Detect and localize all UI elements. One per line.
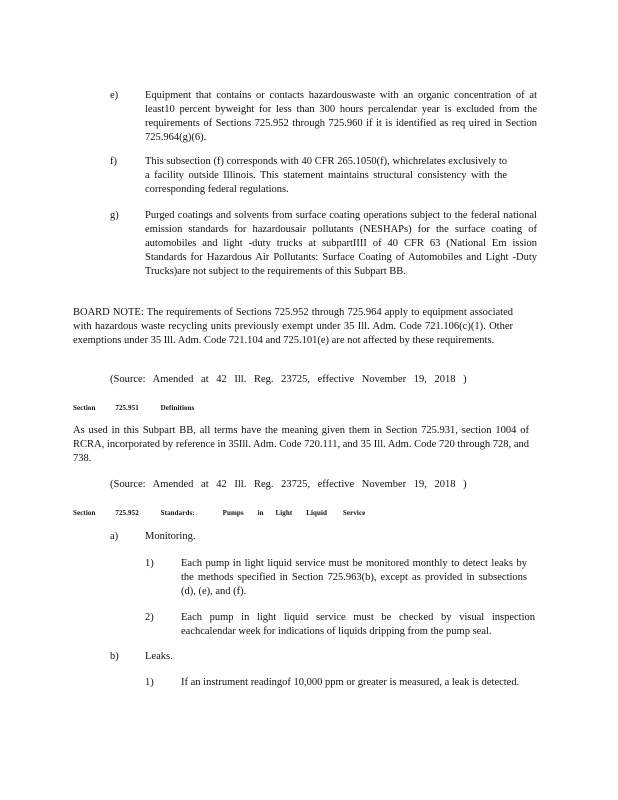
item-e-label: e) bbox=[110, 90, 119, 101]
item-b-label: b) bbox=[110, 651, 119, 662]
section-952-word: Section bbox=[73, 509, 96, 517]
definitions-text: As used in this Subpart BB, all terms have the meaning given them in Section 725.931, section 1004 of RCRA, incorporated by reference in 35Ill. Adm. Code 720.111, and 35 Ill. Adm. Code 720 through 728, and 738. bbox=[73, 425, 529, 464]
section-952-title-pumps: Pumps bbox=[222, 509, 244, 517]
item-a-label: a) bbox=[110, 531, 119, 542]
item-a1-text: Each pump in light liquid service must be monitored monthly to detect leaks by the methods specified in Section 725.963(b), except as provided in subsections (d), (e), and (f). bbox=[181, 558, 527, 597]
item-a2-label: 2) bbox=[145, 612, 154, 623]
source-note-1: (Source: Amended at 42 Ill. Reg. 23725, effective November 19, 2018 ) bbox=[110, 374, 467, 385]
section-952-heading bbox=[73, 506, 365, 520]
section-951-word: Section bbox=[73, 404, 96, 412]
item-b-text: Leaks. bbox=[145, 651, 173, 662]
item-g-text: Purged coatings and solvents from surface coating operations subject to the federal national emission standards for hazardousair pollutants (NESHAPs) for the surface coating of automobiles and light -duty trucks at subpartIIII of 40 CFR 63 (National Em ission Standards for Hazardous Air Pollutants: Surface Coating of Automobiles and Light -Duty Trucks)are not subject to the requirements of this Subpart BB. bbox=[145, 210, 537, 277]
item-f-text: This subsection (f) corresponds with 40 CFR 265.1050(f), whichrelates exclusively to a facility outside Illinois. This statement maintains structural consistency with the corresponding federal regulations. bbox=[145, 156, 507, 195]
section-951-heading bbox=[73, 401, 194, 415]
section-952-title-service: Service bbox=[342, 509, 366, 517]
source-note-2: (Source: Amended at 42 Ill. Reg. 23725, effective November 19, 2018 ) bbox=[110, 479, 467, 490]
section-951-title: Definitions bbox=[160, 404, 195, 412]
section-951-number: 725.951 bbox=[115, 404, 139, 412]
item-e-text: Equipment that contains or contacts hazardouswaste with an organic concentration of at least10 percent byweight for less than 300 hours percalendar year is excluded from the requirements of Sections 725.952 through 725.960 if it is identified as req uired in Section 725.964(g)(6). bbox=[145, 90, 537, 143]
section-952-number: 725.952 bbox=[115, 509, 139, 517]
item-f-label: f) bbox=[110, 156, 117, 167]
section-952-title-liquid: Liquid bbox=[306, 509, 328, 517]
item-a1-label: 1) bbox=[145, 558, 154, 569]
item-b1-label: 1) bbox=[145, 677, 154, 688]
item-a2-text: Each pump in light liquid service must be checked by visual inspection eachcalendar week for indications of liquids dripping from the pump seal. bbox=[181, 612, 535, 637]
section-952-title: Standards: bbox=[160, 509, 195, 517]
section-952-title-in: in bbox=[257, 509, 264, 517]
item-g-label: g) bbox=[110, 210, 119, 221]
section-952-title-light: Light bbox=[275, 509, 293, 517]
item-b1-text: If an instrument readingof 10,000 ppm or greater is measured, a leak is detected. bbox=[181, 677, 520, 688]
board-note: BOARD NOTE: The requirements of Sections 725.952 through 725.964 apply to equipment associated with hazardous waste recycling units previously exempt under 35 Ill. Adm. Code 721.106(c)(1). Other exemptions under 35 Ill. Adm. Code 721.104 and 725.101(e) are not affected by these requirements. bbox=[73, 307, 513, 346]
item-a-text: Monitoring. bbox=[145, 531, 196, 542]
